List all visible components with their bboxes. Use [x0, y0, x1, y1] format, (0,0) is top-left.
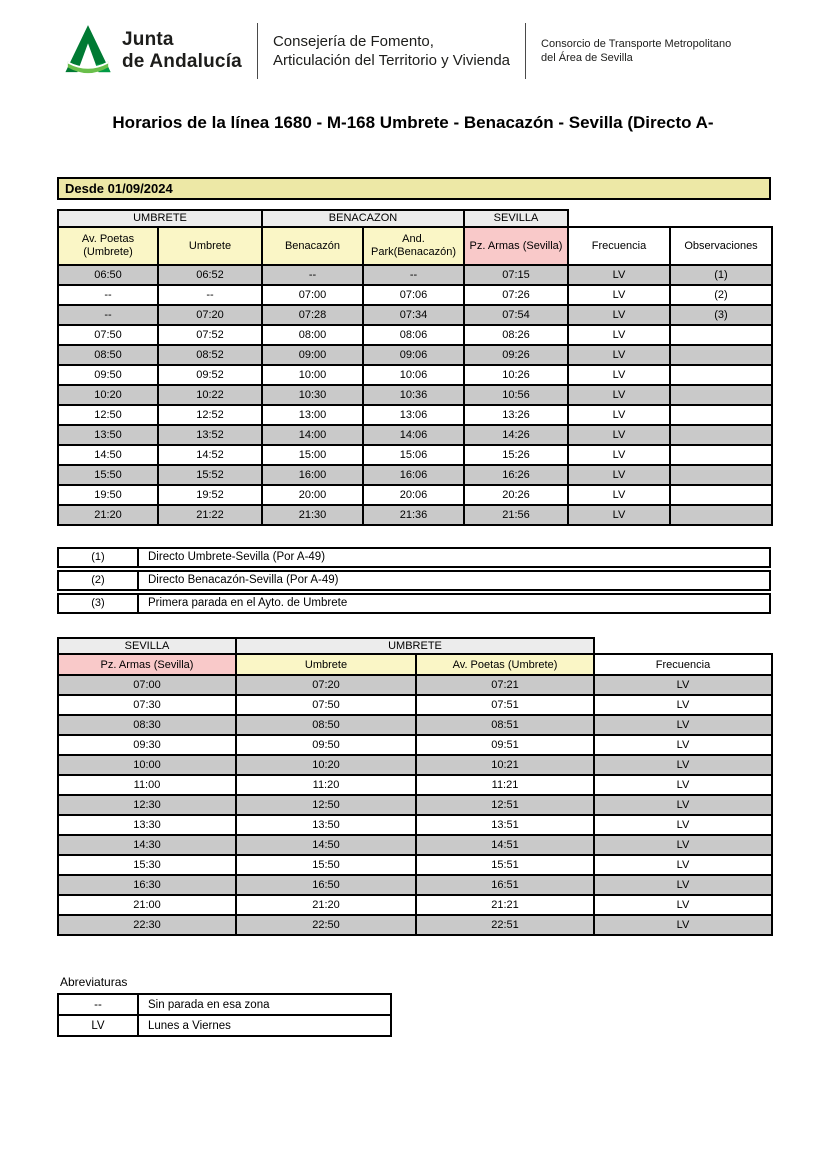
table-row [58, 325, 772, 345]
time-cell: 08:50 [236, 715, 416, 735]
table-row [58, 855, 772, 875]
abbrev-row [58, 994, 391, 1015]
valid-from-banner: Desde 01/09/2024 [57, 177, 771, 200]
consorcio-line2: del Área de Sevilla [541, 52, 633, 64]
time-cell: 10:56 [464, 385, 568, 405]
table-row [58, 485, 772, 505]
time-cell: 10:26 [464, 365, 568, 385]
time-cell: 09:06 [363, 345, 464, 365]
time-cell: 08:52 [158, 345, 262, 365]
group-row-filler [594, 638, 772, 654]
time-cell: 07:50 [58, 325, 158, 345]
table-row [58, 675, 772, 695]
time-cell: LV [568, 425, 670, 445]
time-cell: 09:26 [464, 345, 568, 365]
abbreviations-table [57, 993, 392, 1037]
time-cell: 22:30 [58, 915, 236, 935]
time-cell: 14:50 [236, 835, 416, 855]
note-row [57, 593, 771, 614]
time-cell: 08:50 [58, 345, 158, 365]
abbrev-key: LV [58, 1015, 138, 1036]
time-cell: LV [568, 305, 670, 325]
time-cell: 16:26 [464, 465, 568, 485]
note-text: Directo Umbrete-Sevilla (Por A-49) [148, 551, 326, 563]
logo-wordmark [122, 29, 242, 73]
header-divider [525, 23, 526, 79]
time-cell: 11:20 [236, 775, 416, 795]
time-cell: 16:00 [262, 465, 363, 485]
time-cell: 15:30 [58, 855, 236, 875]
time-cell: 12:50 [58, 405, 158, 425]
time-cell: 10:00 [58, 755, 236, 775]
table-row [58, 815, 772, 835]
note-row [57, 570, 771, 591]
col-av-poetas: Av. Poetas (Umbrete) [416, 654, 594, 675]
col-av-poetas: Av. Poetas (Umbrete) [58, 227, 158, 265]
table-row [58, 285, 772, 305]
time-cell: 10:20 [58, 385, 158, 405]
abbrev-text: Lunes a Viernes [138, 1015, 391, 1036]
time-cell: LV [594, 895, 772, 915]
time-cell: LV [594, 855, 772, 875]
time-cell: 16:50 [236, 875, 416, 895]
table-row [58, 835, 772, 855]
abbrev-row [58, 1015, 391, 1036]
time-cell: 10:22 [158, 385, 262, 405]
time-cell: LV [568, 485, 670, 505]
time-cell: 22:51 [416, 915, 594, 935]
time-cell: 07:30 [58, 695, 236, 715]
time-cell: 21:30 [262, 505, 363, 525]
junta-andalucia-logo-icon [64, 22, 112, 80]
time-cell: 20:26 [464, 485, 568, 505]
time-cell: 07:20 [236, 675, 416, 695]
abbrev-text: Sin parada en esa zona [138, 994, 391, 1015]
time-cell: 10:36 [363, 385, 464, 405]
time-cell: 12:50 [236, 795, 416, 815]
time-cell: 09:50 [236, 735, 416, 755]
note-key: (2) [59, 572, 139, 589]
table-row [58, 345, 772, 365]
time-cell: 13:50 [58, 425, 158, 445]
station-group-row [58, 638, 772, 654]
time-cell: 07:21 [416, 675, 594, 695]
time-cell: 20:00 [262, 485, 363, 505]
time-cell [670, 445, 772, 465]
group-benacazon: BENACAZON [262, 210, 464, 227]
outbound-timetable [57, 209, 773, 526]
time-cell: 19:50 [58, 485, 158, 505]
table-row [58, 775, 772, 795]
col-observaciones: Observaciones [670, 227, 772, 265]
time-cell: 07:50 [236, 695, 416, 715]
time-cell: 09:52 [158, 365, 262, 385]
time-cell: 13:00 [262, 405, 363, 425]
time-cell: LV [594, 815, 772, 835]
time-cell: 15:26 [464, 445, 568, 465]
time-cell: 14:50 [58, 445, 158, 465]
time-cell: 08:30 [58, 715, 236, 735]
time-cell: (2) [670, 285, 772, 305]
time-cell: (3) [670, 305, 772, 325]
time-cell: 11:21 [416, 775, 594, 795]
time-cell: 15:52 [158, 465, 262, 485]
time-cell: LV [594, 675, 772, 695]
time-cell: LV [594, 915, 772, 935]
col-umbrete: Umbrete [236, 654, 416, 675]
note-text: Directo Benacazón-Sevilla (Por A-49) [148, 574, 339, 586]
table-row [58, 795, 772, 815]
table-row [58, 915, 772, 935]
time-cell: 07:28 [262, 305, 363, 325]
logo-line1: Junta [122, 29, 174, 50]
group-umbrete: UMBRETE [236, 638, 594, 654]
time-cell: LV [568, 285, 670, 305]
time-cell: 14:51 [416, 835, 594, 855]
table-row [58, 385, 772, 405]
column-header-row [58, 227, 772, 265]
time-cell: LV [594, 755, 772, 775]
time-cell: 21:56 [464, 505, 568, 525]
abbreviations-title: Abreviaturas [60, 975, 128, 989]
time-cell: 15:50 [58, 465, 158, 485]
time-cell: 21:36 [363, 505, 464, 525]
notes-list [57, 547, 771, 616]
time-cell: 10:06 [363, 365, 464, 385]
time-cell: 15:50 [236, 855, 416, 875]
time-cell: 13:50 [236, 815, 416, 835]
time-cell: 12:51 [416, 795, 594, 815]
table-row [58, 305, 772, 325]
note-text: Primera parada en el Ayto. de Umbrete [148, 597, 348, 609]
time-cell: 13:30 [58, 815, 236, 835]
col-umbrete: Umbrete [158, 227, 262, 265]
time-cell: 10:21 [416, 755, 594, 775]
time-cell: 14:30 [58, 835, 236, 855]
time-cell: 07:51 [416, 695, 594, 715]
time-cell: 07:00 [262, 285, 363, 305]
time-cell: 07:26 [464, 285, 568, 305]
time-cell: 16:51 [416, 875, 594, 895]
time-cell: LV [568, 325, 670, 345]
table-row [58, 465, 772, 485]
station-group-row [58, 210, 772, 227]
time-cell: 08:51 [416, 715, 594, 735]
time-cell: 10:20 [236, 755, 416, 775]
time-cell: 09:30 [58, 735, 236, 755]
time-cell: 15:51 [416, 855, 594, 875]
time-cell: 16:06 [363, 465, 464, 485]
table-row [58, 895, 772, 915]
time-cell: 07:52 [158, 325, 262, 345]
time-cell: 15:06 [363, 445, 464, 465]
table-row [58, 425, 772, 445]
note-row [57, 547, 771, 568]
time-cell: LV [568, 365, 670, 385]
consorcio-text [541, 37, 731, 65]
time-cell [670, 365, 772, 385]
time-cell: LV [594, 835, 772, 855]
time-cell: LV [594, 715, 772, 735]
time-cell: 09:00 [262, 345, 363, 365]
table-row [58, 505, 772, 525]
time-cell [670, 505, 772, 525]
time-cell: 06:52 [158, 265, 262, 285]
time-cell: 08:06 [363, 325, 464, 345]
time-cell: 21:22 [158, 505, 262, 525]
abbrev-key: -- [58, 994, 138, 1015]
time-cell: 09:50 [58, 365, 158, 385]
time-cell [670, 485, 772, 505]
time-cell: LV [568, 505, 670, 525]
time-cell: -- [262, 265, 363, 285]
time-cell: 07:54 [464, 305, 568, 325]
time-cell: -- [58, 305, 158, 325]
time-cell: 15:00 [262, 445, 363, 465]
page-header [64, 22, 731, 80]
table-row [58, 365, 772, 385]
time-cell: LV [568, 405, 670, 425]
time-cell: LV [568, 265, 670, 285]
time-cell: 07:34 [363, 305, 464, 325]
time-cell: 10:30 [262, 385, 363, 405]
time-cell: 14:52 [158, 445, 262, 465]
note-key: (1) [59, 549, 139, 566]
table-row [58, 875, 772, 895]
col-pz-armas: Pz. Armas (Sevilla) [464, 227, 568, 265]
time-cell: LV [594, 695, 772, 715]
col-pz-armas: Pz. Armas (Sevilla) [58, 654, 236, 675]
time-cell: 21:20 [58, 505, 158, 525]
time-cell: LV [568, 445, 670, 465]
time-cell: -- [58, 285, 158, 305]
time-cell: LV [568, 465, 670, 485]
header-divider [257, 23, 258, 79]
time-cell: 12:30 [58, 795, 236, 815]
time-cell [670, 425, 772, 445]
time-cell: 22:50 [236, 915, 416, 935]
time-cell: 11:00 [58, 775, 236, 795]
time-cell: 12:52 [158, 405, 262, 425]
time-cell: 14:26 [464, 425, 568, 445]
time-cell [670, 345, 772, 365]
time-cell: 20:06 [363, 485, 464, 505]
time-cell: LV [594, 735, 772, 755]
consejeria-line1: Consejería de Fomento, [272, 33, 434, 50]
table-row [58, 715, 772, 735]
time-cell: 14:06 [363, 425, 464, 445]
time-cell: LV [568, 345, 670, 365]
time-cell [670, 325, 772, 345]
time-cell: 07:00 [58, 675, 236, 695]
time-cell: LV [568, 385, 670, 405]
table-row [58, 445, 772, 465]
note-key: (3) [59, 595, 139, 612]
time-cell: 14:00 [262, 425, 363, 445]
page-title: Horarios de la línea 1680 - M-168 Umbrete - Benacazón - Sevilla (Directo A- [112, 113, 714, 132]
time-cell: -- [158, 285, 262, 305]
time-cell: 07:15 [464, 265, 568, 285]
time-cell: 07:20 [158, 305, 262, 325]
group-sevilla: SEVILLA [464, 210, 568, 227]
time-cell: 09:51 [416, 735, 594, 755]
column-header-row [58, 654, 772, 675]
table-row [58, 735, 772, 755]
table-row [58, 265, 772, 285]
time-cell [670, 405, 772, 425]
time-cell [670, 385, 772, 405]
col-and-park: And. Park(Benacazón) [363, 227, 464, 265]
col-frecuencia: Frecuencia [568, 227, 670, 265]
time-cell: 13:51 [416, 815, 594, 835]
group-umbrete: UMBRETE [58, 210, 262, 227]
time-cell: LV [594, 775, 772, 795]
time-cell: 10:00 [262, 365, 363, 385]
time-cell: LV [594, 795, 772, 815]
outbound-rows [58, 265, 772, 525]
consejeria-text [273, 32, 510, 70]
group-sevilla: SEVILLA [58, 638, 236, 654]
group-row-filler [568, 210, 772, 227]
time-cell: 21:20 [236, 895, 416, 915]
time-cell: 06:50 [58, 265, 158, 285]
consorcio-line1: Consorcio de Transporte Metropolitano [541, 38, 732, 50]
time-cell: 13:06 [363, 405, 464, 425]
time-cell: 13:52 [158, 425, 262, 445]
time-cell [670, 465, 772, 485]
time-cell: LV [594, 875, 772, 895]
table-row [58, 755, 772, 775]
consejeria-line2: Articulación del Territorio y Vivienda [272, 52, 511, 69]
time-cell: 19:52 [158, 485, 262, 505]
time-cell: 16:30 [58, 875, 236, 895]
table-row [58, 695, 772, 715]
return-rows [58, 675, 772, 935]
time-cell: 08:26 [464, 325, 568, 345]
time-cell: 13:26 [464, 405, 568, 425]
table-row [58, 405, 772, 425]
time-cell: 21:00 [58, 895, 236, 915]
time-cell: (1) [670, 265, 772, 285]
time-cell: 07:06 [363, 285, 464, 305]
logo-line2: de Andalucía [122, 51, 242, 72]
return-timetable [57, 637, 773, 936]
time-cell: -- [363, 265, 464, 285]
col-benacazon: Benacazón [262, 227, 363, 265]
col-frecuencia: Frecuencia [594, 654, 772, 675]
time-cell: 21:21 [416, 895, 594, 915]
time-cell: 08:00 [262, 325, 363, 345]
